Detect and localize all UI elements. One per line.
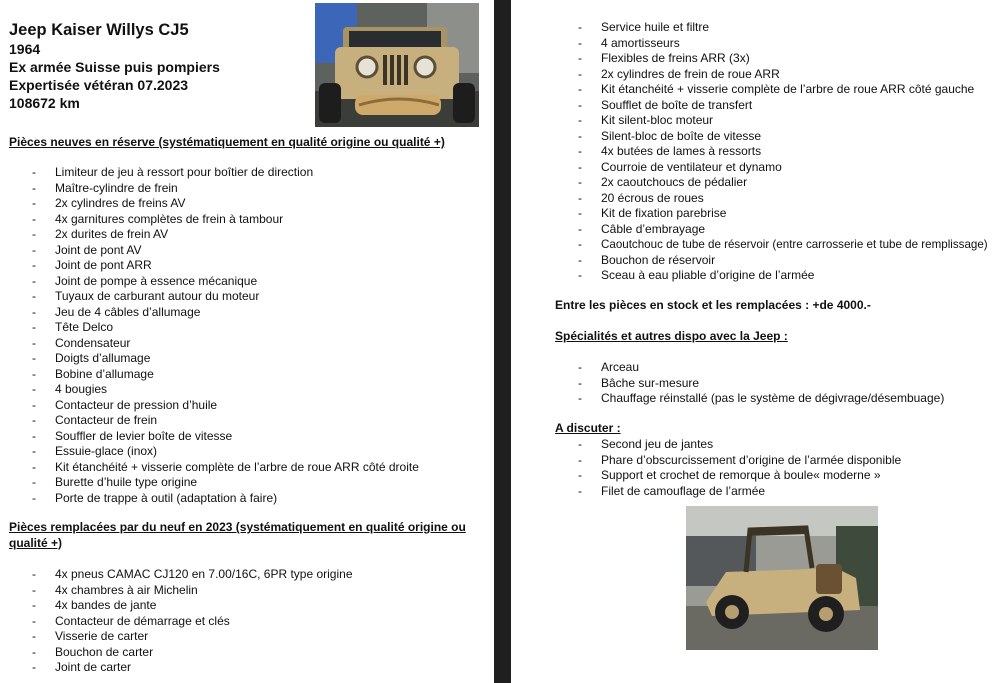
- list-dash: -: [32, 413, 36, 427]
- list-dash: -: [32, 582, 36, 597]
- discuss-list: [578, 437, 902, 499]
- list-dash: -: [32, 180, 36, 195]
- list-dash: -: [578, 51, 582, 65]
- list-dash: -: [578, 437, 582, 451]
- list-item: - Burette d’huile type origine: [32, 475, 198, 489]
- list-item: - Bouchon de carter: [32, 644, 154, 659]
- list-dash: -: [32, 273, 36, 288]
- replaced-parts-list-right: [578, 20, 988, 284]
- list-item: - Silent-bloc de boîte de vitesse: [578, 128, 762, 143]
- list-dash: -: [578, 144, 582, 158]
- list-item: - Tête Delco: [32, 320, 114, 334]
- list-item: - Flexibles de freins ARR (3x): [578, 51, 750, 65]
- list-dash: -: [578, 35, 582, 50]
- list-item: - Support et crochet de remorque à boule« moderne »: [578, 468, 881, 482]
- list-dash: -: [32, 258, 36, 272]
- list-item: - 4 amortisseurs: [578, 35, 680, 50]
- list-item: - 4x chambres à air Michelin: [32, 582, 198, 597]
- vehicle-mileage: 108672 km: [9, 95, 80, 111]
- list-item: - Second jeu de jantes: [578, 437, 714, 451]
- list-item: - Essuie-glace (inox): [32, 444, 158, 458]
- list-item: - Visserie de carter: [32, 629, 149, 643]
- list-dash: -: [32, 428, 36, 443]
- list-item: - Filet de camouflage de l’armée: [578, 483, 766, 498]
- discuss-heading: A discuter :: [555, 421, 621, 435]
- list-dash: -: [578, 268, 582, 282]
- jeep-side-photo: [686, 506, 878, 650]
- list-item: - 4x garnitures complètes de frein à tambour: [32, 211, 284, 226]
- list-dash: -: [578, 221, 582, 236]
- list-dash: -: [578, 159, 582, 174]
- list-dash: -: [578, 66, 582, 81]
- list-item: - Kit silent-bloc moteur: [578, 113, 714, 127]
- list-item: - Condensateur: [32, 335, 131, 350]
- list-dash: -: [32, 242, 36, 257]
- vehicle-title: Jeep Kaiser Willys CJ5: [9, 21, 189, 39]
- list-dash: -: [32, 227, 36, 241]
- list-dash: -: [578, 252, 582, 267]
- list-dash: -: [32, 397, 36, 412]
- vehicle-origin: Ex armée Suisse puis pompiers: [9, 59, 220, 75]
- list-item: - Porte de trappe à outil (adaptation à faire): [32, 490, 278, 505]
- list-dash: -: [32, 304, 36, 319]
- left-page: [0, 0, 494, 683]
- list-dash: -: [32, 196, 36, 210]
- list-item: - Tuyaux de carburant autour du moteur: [32, 289, 260, 303]
- list-dash: -: [32, 660, 36, 674]
- list-item: - Arceau: [578, 360, 640, 374]
- list-dash: -: [578, 20, 582, 34]
- list-item: - Bâche sur-mesure: [578, 375, 700, 390]
- list-item: - Sceau à eau pliable d’origine de l’armée: [578, 268, 815, 282]
- list-dash: -: [578, 113, 582, 127]
- list-dash: -: [578, 360, 582, 374]
- list-item: - Joint de pont AV: [32, 242, 142, 257]
- list-dash: -: [32, 366, 36, 381]
- list-dash: -: [32, 289, 36, 303]
- list-dash: -: [32, 490, 36, 505]
- list-item: - Bouchon de réservoir: [578, 252, 716, 267]
- list-item: - Contacteur de démarrage et clés: [32, 613, 230, 628]
- list-item: - Kit étanchéité + visserie complète de l’arbre de roue ARR côté droite: [32, 459, 419, 474]
- list-dash: -: [32, 382, 36, 396]
- vehicle-expertise: Expertisée vétéran 07.2023: [9, 77, 189, 93]
- list-dash: -: [32, 598, 36, 612]
- stock-value-note: Entre les pièces en stock et les remplacées : +de 4000.-: [555, 298, 871, 312]
- list-dash: -: [578, 190, 582, 205]
- right-page: [511, 0, 1000, 683]
- page-divider: [494, 0, 511, 683]
- list-item: - Contacteur de frein: [32, 413, 158, 427]
- list-dash: -: [578, 238, 582, 251]
- list-item: - 4 bougies: [32, 382, 108, 396]
- list-item: - Jeu de 4 câbles d’allumage: [32, 304, 201, 319]
- list-dash: -: [578, 206, 582, 220]
- replaced-parts-heading: Pièces remplacées par du neuf en 2023 (systématiquement en qualité origine ou qualité +): [9, 520, 466, 550]
- list-dash: -: [32, 629, 36, 643]
- list-item: - Kit étanchéité + visserie complète de l’arbre de roue ARR côté gauche: [578, 82, 975, 96]
- list-item: - Kit de fixation parebrise: [578, 206, 727, 220]
- new-parts-list: [32, 165, 419, 506]
- list-item: - Caoutchouc de tube de réservoir (entre carrosserie et tube de remplissage): [578, 238, 988, 251]
- list-item: - Courroie de ventilateur et dynamo: [578, 159, 782, 174]
- list-item: - 4x pneus CAMAC CJ120 en 7.00/16C, 6PR type origine: [32, 567, 353, 581]
- list-item: - 2x caoutchoucs de pédalier: [578, 175, 748, 189]
- replaced-parts-list-left: [32, 567, 353, 676]
- list-dash: -: [578, 128, 582, 143]
- specialties-list: [578, 360, 945, 407]
- jeep-front-photo: [315, 3, 479, 127]
- list-item: - Bobine d’allumage: [32, 366, 154, 381]
- list-item: - Joint de pont ARR: [32, 258, 152, 272]
- list-item: - Service huile et filtre: [578, 20, 710, 34]
- list-dash: -: [578, 82, 582, 96]
- list-item: - Maître-cylindre de frein: [32, 180, 178, 195]
- list-dash: -: [32, 644, 36, 659]
- list-dash: -: [578, 452, 582, 467]
- list-item: - Doigts d’allumage: [32, 351, 151, 365]
- list-dash: -: [32, 335, 36, 350]
- list-item: - 20 écrous de roues: [578, 190, 704, 205]
- list-dash: -: [32, 320, 36, 334]
- list-dash: -: [32, 444, 36, 458]
- list-item: - 2x durites de frein AV: [32, 227, 169, 241]
- vehicle-year: 1964: [9, 41, 41, 57]
- list-dash: -: [578, 391, 582, 405]
- list-dash: -: [578, 97, 582, 112]
- list-dash: -: [32, 211, 36, 226]
- new-parts-heading: Pièces neuves en réserve (systématiquement en qualité origine ou qualité +): [9, 135, 445, 149]
- list-item: - 2x cylindres de freins AV: [32, 196, 186, 210]
- list-item: - Chauffage réinstallé (pas le système de dégivrage/désembuage): [578, 391, 945, 405]
- list-item: - Câble d’embrayage: [578, 221, 706, 236]
- list-item: - Limiteur de jeu à ressort pour boîtier de direction: [32, 165, 314, 179]
- list-item: - Joint de carter: [32, 660, 132, 674]
- list-dash: -: [578, 175, 582, 189]
- list-item: - 4x butées de lames à ressorts: [578, 144, 762, 158]
- list-item: - Contacteur de pression d’huile: [32, 397, 218, 412]
- list-dash: -: [578, 375, 582, 390]
- vehicle-header: [9, 20, 220, 112]
- list-dash: -: [32, 475, 36, 489]
- list-dash: -: [32, 165, 36, 179]
- list-item: - Soufflet de boîte de transfert: [578, 97, 753, 112]
- list-dash: -: [578, 483, 582, 498]
- list-dash: -: [578, 468, 582, 482]
- list-dash: -: [32, 567, 36, 581]
- list-item: - Joint de pompe à essence mécanique: [32, 273, 258, 288]
- list-dash: -: [32, 351, 36, 365]
- list-item: - 2x cylindres de frein de roue ARR: [578, 66, 780, 81]
- list-dash: -: [32, 613, 36, 628]
- list-item: - 4x bandes de jante: [32, 598, 157, 612]
- list-item: - Souffler de levier boîte de vitesse: [32, 428, 233, 443]
- list-item: - Phare d’obscurcissement d’origine de l’armée disponible: [578, 452, 902, 467]
- specialties-heading: Spécialités et autres dispo avec la Jeep :: [555, 329, 788, 343]
- list-dash: -: [32, 459, 36, 474]
